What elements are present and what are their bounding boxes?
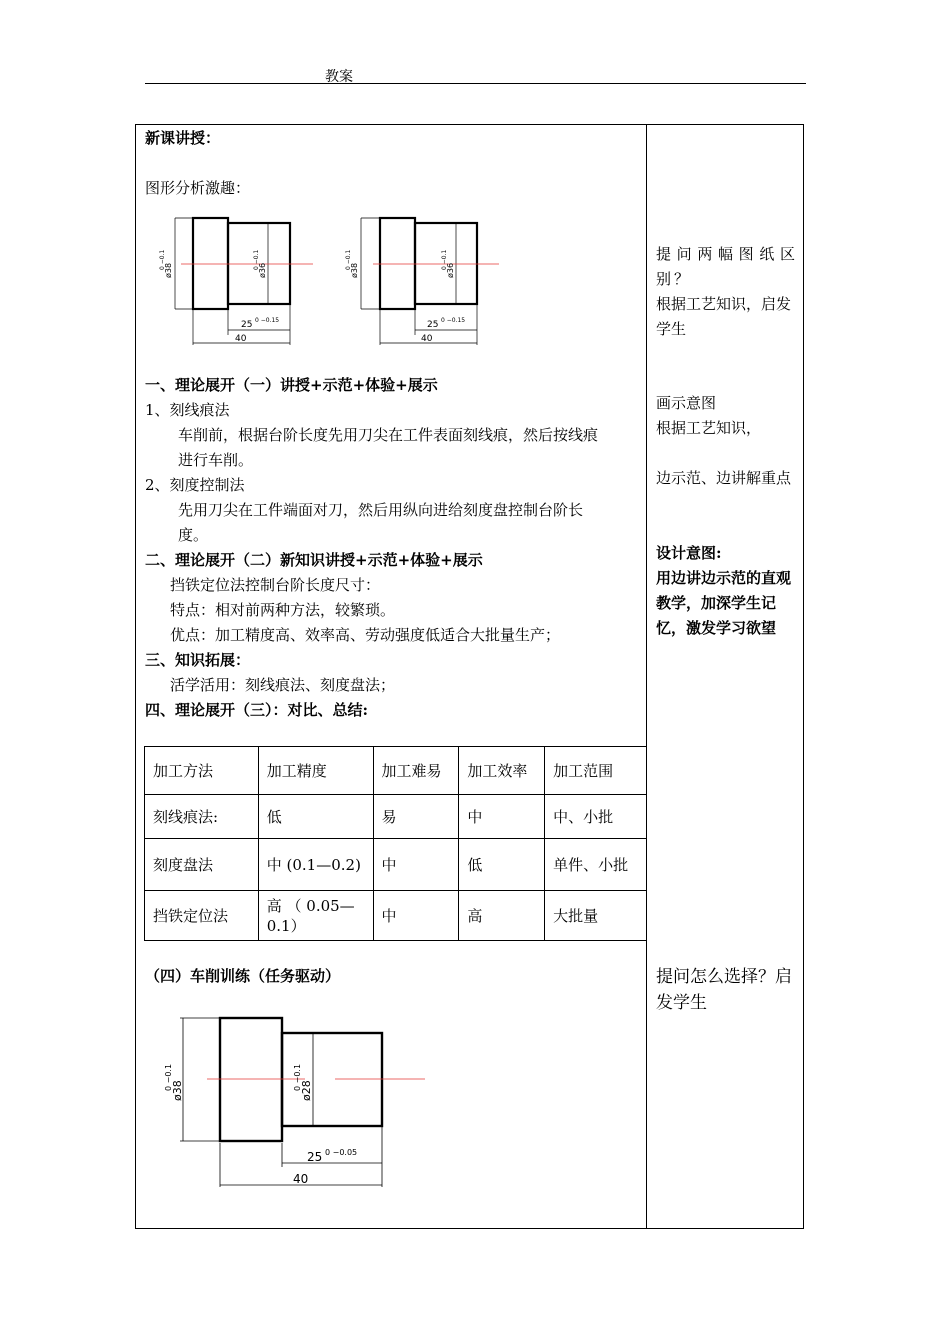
table-cell: 高 （ 0.05—0.1） (258, 891, 373, 941)
table-header-cell: 加工难易 (373, 747, 459, 795)
table-cell: 中 (373, 891, 459, 941)
section3-title: 三、知识拓展： (145, 651, 251, 669)
lesson-title: 新课讲授： (145, 129, 221, 147)
table-cell: 中 (0.1—0.2) (258, 839, 373, 891)
table-cell: 低 (258, 795, 373, 839)
page-header-title: 教案 (325, 69, 353, 85)
fig1-step-length-label: 25 (241, 320, 253, 330)
fig2-dia-large-label: ø38 (350, 262, 359, 278)
table-cell: 挡铁定位法 (145, 891, 259, 941)
fig3-dia-small-label: ø28 (300, 1080, 313, 1101)
item2-title: 2、刻度控制法 (145, 476, 245, 494)
section1-title: 一、理论展开（一）讲授+示范+体验+展示 (145, 376, 438, 394)
fig3-step-length-label: 25 (307, 1150, 323, 1164)
table-cell: 低 (459, 839, 545, 891)
table-header-row (145, 747, 647, 795)
section2-line2: 特点：相对前两种方法，较繁琐。 (170, 601, 396, 619)
drawing-step-shaft-3 (165, 1005, 430, 1195)
fig3-dia-large-label: ø38 (171, 1080, 184, 1101)
table-header-cell: 加工精度 (258, 747, 373, 795)
fig3-dia-small-tol: 0 −0.1 (293, 1063, 302, 1091)
fig2-dia-small-label: ø36 (446, 262, 455, 278)
fig1-dia-large-tol: 0 −0.1 (159, 249, 166, 270)
table-cell: 中、小批 (545, 795, 647, 839)
item1-title: 1、刻线痕法 (145, 401, 230, 419)
table-header-cell: 加工范围 (545, 747, 647, 795)
side-note-choose: 提问怎么选择？启发学生 (656, 967, 792, 1013)
item1-body-line2: 进行车削。 (178, 451, 254, 469)
table-cell: 刻线痕法: (145, 795, 259, 839)
fig1-dia-small-label: ø36 (258, 262, 267, 278)
drawing-step-shaft-2 (343, 210, 513, 350)
comparison-table (144, 746, 647, 941)
fig3-dia-large-tol: 0 −0.1 (164, 1063, 173, 1091)
fig2-dia-small-tol: 0 −0.1 (441, 249, 448, 270)
drawing-step-shaft-1 (155, 210, 325, 350)
table-cell: 大批量 (545, 891, 647, 941)
section2-line3: 优点：加工精度高、效率高、劳动强度低适合大批量生产； (170, 626, 561, 644)
fig2-step-length-tol: 0 −0.15 (441, 317, 466, 324)
fig1-total-length-label: 40 (235, 334, 247, 344)
table-cell: 易 (373, 795, 459, 839)
fig1-dia-small-tol: 0 −0.1 (253, 249, 260, 270)
side-note-sketch: 画示意图 (656, 394, 717, 412)
item2-body-line1: 先用刀尖在工件端面对刀，然后用纵向进给刻度盘控制台阶长 (178, 501, 584, 519)
figure-intro: 图形分析激趣： (145, 179, 251, 197)
column-divider (646, 124, 647, 1229)
section4-title: 四、理论展开（三）：对比、总结: (145, 701, 369, 719)
fig2-dia-large-tol: 0 −0.1 (345, 249, 352, 270)
table-cell: 刻度盘法 (145, 839, 259, 891)
fig3-step-length-tol: 0 −0.05 (325, 1148, 358, 1157)
table-row (145, 891, 647, 941)
side-note-demo: 边示范、边讲解重点 (656, 469, 792, 487)
section2-line1: 挡铁定位法控制台阶长度尺寸： (170, 576, 381, 594)
section3-line1: 活学活用：刻线痕法、刻度盘法； (170, 676, 396, 694)
table-row (145, 839, 647, 891)
fig1-dia-large-label: ø38 (164, 262, 173, 278)
table-cell: 高 (459, 891, 545, 941)
table-cell: 中 (373, 839, 459, 891)
header-rule (145, 83, 806, 84)
fig1-step-length-tol: 0 −0.15 (255, 317, 280, 324)
side-design-body: 用边讲边示范的直观教学，加深学生记忆，激发学习欲望 (656, 569, 792, 637)
item2-body-line2: 度。 (178, 526, 209, 544)
side-note-question: 提问两幅图纸区别？ (656, 245, 798, 288)
side-design-title: 设计意图: (656, 544, 722, 562)
table-header-cell: 加工效率 (459, 747, 545, 795)
table-cell: 单件、小批 (545, 839, 647, 891)
fig3-total-length-label: 40 (293, 1172, 309, 1186)
section5-title: （四）车削训练（任务驱动） (145, 967, 341, 985)
fig2-step-length-label: 25 (427, 320, 439, 330)
item1-body-line1: 车削前，根据台阶长度先用刀尖在工件表面刻线痕，然后按线痕 (178, 426, 599, 444)
fig2-total-length-label: 40 (421, 334, 433, 344)
table-row (145, 795, 647, 839)
table-cell: 中 (459, 795, 545, 839)
side-note-process: 根据工艺知识， (656, 419, 762, 437)
section2-title: 二、理论展开（二）新知识讲授+示范+体验+展示 (145, 551, 483, 569)
table-header-cell: 加工方法 (145, 747, 259, 795)
side-note-inspire: 根据工艺知识，启发学生 (656, 295, 792, 338)
